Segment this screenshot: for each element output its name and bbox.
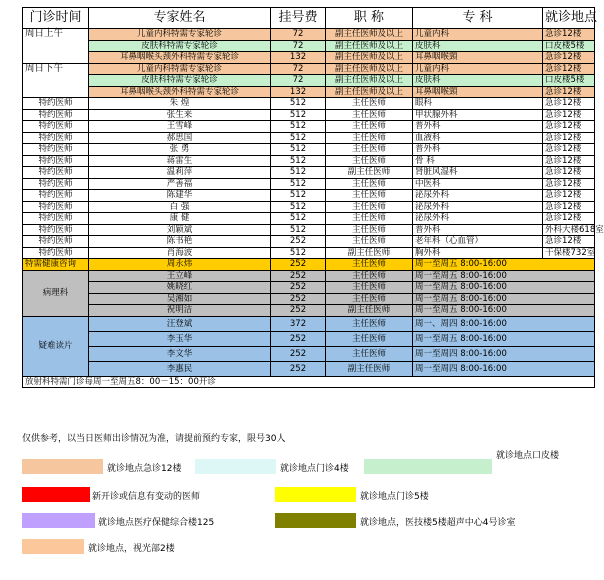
location: 口皮楼5楼 — [543, 40, 595, 52]
location: 急诊12楼 — [543, 132, 595, 144]
legend-text-clinic5: 就诊地点门诊5楼 — [360, 492, 429, 502]
fee: 512 — [271, 201, 326, 213]
title: 主任医师 — [326, 109, 413, 121]
fee: 252 — [271, 282, 326, 294]
header-location: 就诊地点 — [543, 8, 595, 29]
schedule: 周一至周五 8:00-16:00 — [413, 293, 595, 305]
location: 口皮楼5楼 — [543, 75, 595, 87]
header-fee: 挂号费 — [271, 8, 326, 29]
fee: 512 — [271, 144, 326, 156]
expert-name: 王立峰 — [89, 270, 271, 282]
title: 副主任医师及以上 — [326, 29, 413, 41]
session-label: 特约医师 — [23, 201, 89, 213]
department: 泌尿外科 — [413, 213, 543, 225]
location: 急诊12楼 — [543, 63, 595, 75]
table-row — [23, 282, 595, 294]
department: 老年科（心血管） — [413, 236, 543, 248]
expert-name: 张 勇 — [89, 144, 271, 156]
expert-name: 李惠民 — [89, 361, 271, 376]
table-row — [23, 331, 595, 346]
header-name: 专家姓名 — [89, 8, 271, 29]
department: 眼科 — [413, 98, 543, 110]
department: 儿童内科 — [413, 29, 543, 41]
schedule: 周一至周五 8:00-16:00 — [413, 282, 595, 294]
expert-name: 温莉萍 — [89, 167, 271, 179]
title: 主任医师 — [326, 213, 413, 225]
table-row — [23, 346, 595, 361]
department: 中医科 — [413, 178, 543, 190]
legend-swatch-skin — [364, 459, 492, 474]
expert-name: 儿童内科特需专家轮诊 — [89, 29, 271, 41]
title: 主任医师 — [326, 190, 413, 202]
table-row — [23, 213, 595, 225]
table-row — [23, 361, 595, 376]
title: 副主任医师及以上 — [326, 86, 413, 98]
table-row — [23, 75, 595, 87]
fee: 512 — [271, 98, 326, 110]
title: 主任医师 — [326, 282, 413, 294]
expert-name: 周永炜 — [89, 259, 271, 271]
title: 主任医师 — [326, 259, 413, 271]
expert-name: 严善福 — [89, 178, 271, 190]
legend-swatch-new — [22, 487, 90, 502]
header-dept: 专 科 — [413, 8, 543, 29]
expert-name: 汪登斌 — [89, 316, 271, 331]
schedule: 周一至周四 8:00-16:00 — [413, 346, 595, 361]
table-row — [23, 224, 595, 236]
department: 普外科 — [413, 121, 543, 133]
table-row — [23, 63, 595, 75]
department: 肾脏风湿科 — [413, 167, 543, 179]
department: 皮肤科 — [413, 75, 543, 87]
session-label: 病理科 — [23, 270, 89, 316]
fee: 132 — [271, 86, 326, 98]
session-label: 特约医师 — [23, 121, 89, 133]
schedule: 周一至周五 8:00-16:00 — [413, 331, 595, 346]
fee: 72 — [271, 29, 326, 41]
legend-swatch-optometry — [22, 539, 84, 554]
location: 急诊12楼 — [543, 52, 595, 64]
session-label: 特约医师 — [23, 236, 89, 248]
session-label: 特约医师 — [23, 144, 89, 156]
session-label: 特约医师 — [23, 178, 89, 190]
fee: 512 — [271, 190, 326, 202]
table-row — [23, 376, 595, 388]
fee: 252 — [271, 346, 326, 361]
location: 急诊12楼 — [543, 201, 595, 213]
title: 副主任医师 — [326, 305, 413, 317]
expert-name: 李玉华 — [89, 331, 271, 346]
title: 主任医师 — [326, 346, 413, 361]
session-label: 特约医师 — [23, 98, 89, 110]
table-row — [23, 293, 595, 305]
table-row — [23, 201, 595, 213]
fee: 72 — [271, 40, 326, 52]
legend-text-health125: 就诊地点医疗保健综合楼125 — [98, 518, 215, 528]
table-row — [23, 247, 595, 259]
title: 主任医师 — [326, 270, 413, 282]
title: 主任医师 — [326, 178, 413, 190]
fee: 252 — [271, 293, 326, 305]
expert-name: 康 健 — [89, 213, 271, 225]
table-row — [23, 190, 595, 202]
expert-name: 朱 煌 — [89, 98, 271, 110]
fee: 512 — [271, 121, 326, 133]
session-label: 疑难读片 — [23, 316, 89, 376]
table-row — [23, 167, 595, 179]
fee: 512 — [271, 155, 326, 167]
expert-name: 祝明洁 — [89, 305, 271, 317]
title: 主任医师 — [326, 144, 413, 156]
location: 急诊12楼 — [543, 29, 595, 41]
fee: 252 — [271, 236, 326, 248]
session-label: 特约医师 — [23, 247, 89, 259]
table-row — [23, 29, 595, 41]
title: 副主任医师 — [326, 247, 413, 259]
expert-name: 张生来 — [89, 109, 271, 121]
department: 普外科 — [413, 144, 543, 156]
fee: 512 — [271, 178, 326, 190]
department: 耳鼻咽喉頸 — [413, 52, 543, 64]
expert-name: 皮肤科特需专家轮诊 — [89, 40, 271, 52]
expert-name: 耳鼻咽喉头颈外科特需专家轮诊 — [89, 52, 271, 64]
fee: 252 — [271, 305, 326, 317]
footnote: 仅供参考，以当日医师出诊情况为准，请提前预约专家，限号30人 — [22, 434, 286, 444]
location: 外科大楼618室 — [543, 224, 595, 236]
expert-name: 蒋雷生 — [89, 155, 271, 167]
fee: 72 — [271, 63, 326, 75]
legend-swatch-clinic4 — [195, 459, 276, 474]
table-row — [23, 121, 595, 133]
header-row — [23, 8, 595, 29]
title: 主任医师 — [326, 316, 413, 331]
location: 急诊12楼 — [543, 109, 595, 121]
session-label: 特约医师 — [23, 167, 89, 179]
legend-text-skin: 就诊地点口皮楼 — [496, 451, 560, 461]
fee: 372 — [271, 316, 326, 331]
legend-swatch-health125 — [22, 513, 95, 528]
expert-name: 耳鼻咽喉头颈外科特需专家轮诊 — [89, 86, 271, 98]
department: 儿童内科 — [413, 63, 543, 75]
title: 副主任医师及以上 — [326, 75, 413, 87]
header-time: 门诊时间 — [23, 8, 89, 29]
department: 血液科 — [413, 132, 543, 144]
department: 皮肤科 — [413, 40, 543, 52]
session-label: 特约医师 — [23, 109, 89, 121]
session-label: 特约医师 — [23, 155, 89, 167]
fee: 252 — [271, 259, 326, 271]
location: 急诊12楼 — [543, 155, 595, 167]
session-label: 周日上午 — [23, 29, 89, 64]
title: 主任医师 — [326, 132, 413, 144]
table-row — [23, 178, 595, 190]
department: 耳鼻咽喉頸 — [413, 86, 543, 98]
location: 急诊12楼 — [543, 144, 595, 156]
location: 急诊12楼 — [543, 167, 595, 179]
fee: 512 — [271, 247, 326, 259]
legend-text-optometry: 就诊地点，视光部2楼 — [88, 544, 175, 554]
session-label: 周日下午 — [23, 63, 89, 98]
expert-name: 王雪峰 — [89, 121, 271, 133]
schedule: 周一至周五 8:00-16:00 — [413, 259, 595, 271]
table-row — [23, 98, 595, 110]
department: 胸外科 — [413, 247, 543, 259]
expert-name: 姚晓红 — [89, 282, 271, 294]
department: 骨 科 — [413, 155, 543, 167]
legend-swatch-ultrasound — [275, 513, 356, 528]
schedule: 周一至周四 8:00-16:00 — [413, 361, 595, 376]
title: 主任医师 — [326, 331, 413, 346]
fee: 512 — [271, 224, 326, 236]
title: 主任医师 — [326, 236, 413, 248]
title: 副主任医师及以上 — [326, 40, 413, 52]
location: 急诊12楼 — [543, 178, 595, 190]
expert-name: 陈建华 — [89, 190, 271, 202]
title: 主任医师 — [326, 224, 413, 236]
table-row — [23, 86, 595, 98]
location: 急诊12楼 — [543, 98, 595, 110]
legend-swatch-clinic5 — [275, 487, 356, 502]
table-row — [23, 259, 595, 271]
schedule: 周一至周五 8:00-16:00 — [413, 270, 595, 282]
fee: 132 — [271, 52, 326, 64]
table-row — [23, 109, 595, 121]
fee: 512 — [271, 109, 326, 121]
fee: 512 — [271, 132, 326, 144]
location: 急诊12楼 — [543, 213, 595, 225]
expert-name: 陈书艳 — [89, 236, 271, 248]
table-row — [23, 144, 595, 156]
table-row — [23, 305, 595, 317]
title: 副主任医师 — [326, 361, 413, 376]
department: 普外科 — [413, 224, 543, 236]
expert-name: 李文华 — [89, 346, 271, 361]
legend-text-er12: 就诊地点急诊12楼 — [107, 464, 182, 474]
session-label: 特约医师 — [23, 132, 89, 144]
legend-text-new: 新开诊或信息有变动的医师 — [92, 492, 201, 502]
title: 主任医师 — [326, 98, 413, 110]
session-label: 特约医师 — [23, 224, 89, 236]
schedule: 周一至周五 8:00-16:00 — [413, 305, 595, 317]
location: 急诊12楼 — [543, 190, 595, 202]
table-row — [23, 52, 595, 64]
session-label: 特约医师 — [23, 190, 89, 202]
radiology-note: 放射科特需门诊每周一至周五8：00－15：00开诊 — [23, 376, 595, 388]
session-label: 特需健康咨询 — [23, 259, 89, 271]
expert-name: 吴湘如 — [89, 293, 271, 305]
department: 泌尿外科 — [413, 201, 543, 213]
expert-name: 皮肤科特需专家轮诊 — [89, 75, 271, 87]
expert-name: 儿童内科特需专家轮诊 — [89, 63, 271, 75]
table-row — [23, 40, 595, 52]
department: 泌尿外科 — [413, 190, 543, 202]
title: 主任医师 — [326, 293, 413, 305]
fee: 252 — [271, 331, 326, 346]
session-label: 特约医师 — [23, 213, 89, 225]
fee: 72 — [271, 75, 326, 87]
table-row — [23, 236, 595, 248]
location: 干保楼732室 — [543, 247, 595, 259]
department: 甲状腺外科 — [413, 109, 543, 121]
title: 副主任医师 — [326, 167, 413, 179]
expert-name: 白 强 — [89, 201, 271, 213]
expert-name: 郝思国 — [89, 132, 271, 144]
title: 主任医师 — [326, 121, 413, 133]
expert-name: 刘颖斌 — [89, 224, 271, 236]
title: 副主任医师及以上 — [326, 52, 413, 64]
schedule-table — [22, 7, 604, 388]
legend-text-clinic4: 就诊地点门诊4楼 — [280, 464, 349, 474]
location: 急诊12楼 — [543, 236, 595, 248]
table-row — [23, 316, 595, 331]
fee: 252 — [271, 361, 326, 376]
title: 副主任医师及以上 — [326, 63, 413, 75]
fee: 512 — [271, 213, 326, 225]
fee: 512 — [271, 167, 326, 179]
fee: 252 — [271, 270, 326, 282]
title: 主任医师 — [326, 155, 413, 167]
table-row — [23, 132, 595, 144]
title: 主任医师 — [326, 201, 413, 213]
table-row — [23, 270, 595, 282]
expert-name: 肖海波 — [89, 247, 271, 259]
legend-text-ultrasound: 就诊地点，医技楼5楼超声中心4号诊室 — [360, 518, 516, 528]
header-title: 职 称 — [326, 8, 413, 29]
table-row — [23, 155, 595, 167]
schedule: 周一、周四 8:00-16:00 — [413, 316, 595, 331]
location: 急诊12楼 — [543, 86, 595, 98]
legend-swatch-er12 — [22, 459, 103, 474]
location: 急诊12楼 — [543, 121, 595, 133]
